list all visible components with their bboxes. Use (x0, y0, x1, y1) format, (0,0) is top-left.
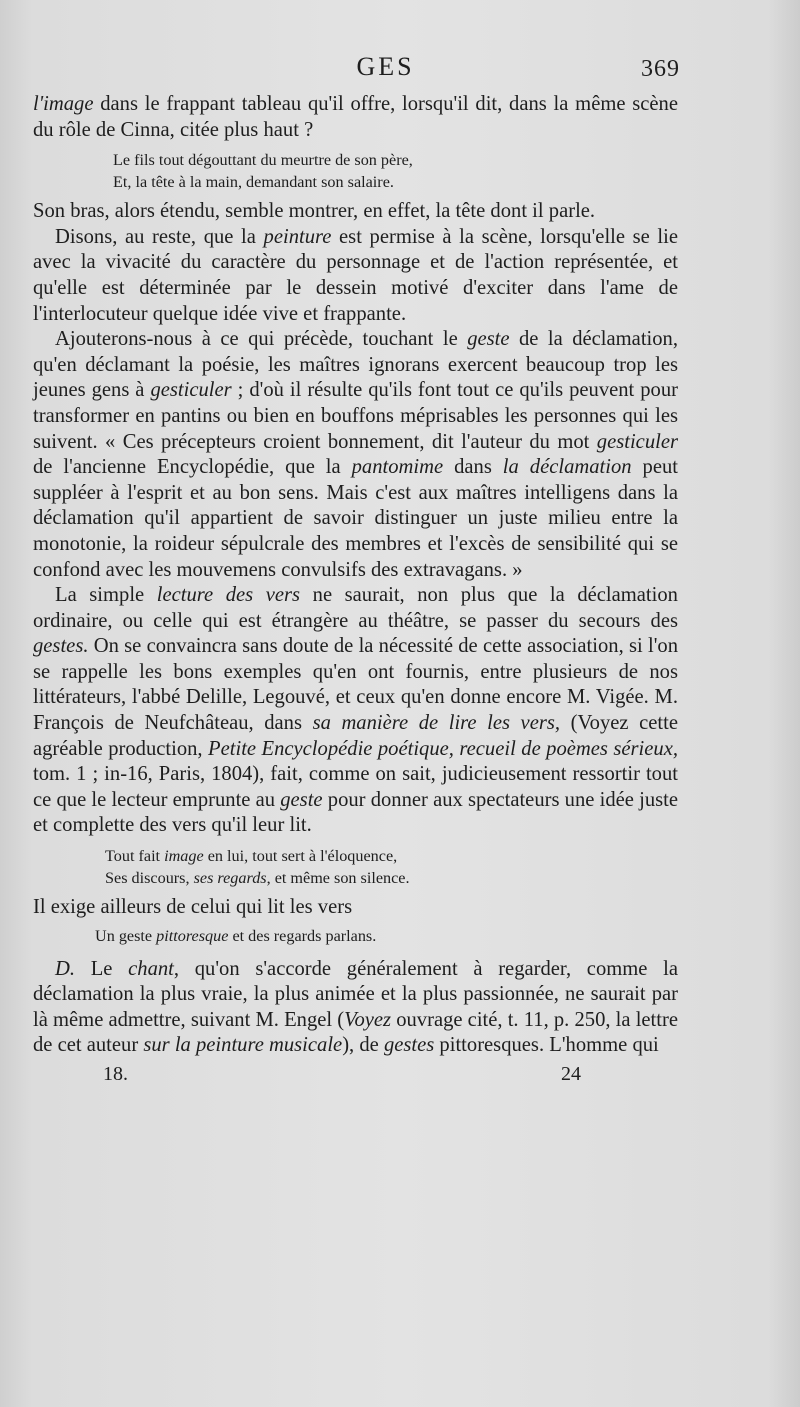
paragraph-text: tom. 1 ; in-16, Paris, 1804), fait, comme on sait, judicieusement ressortir tout ce que le lecteur emprunte au (33, 763, 678, 811)
paragraph-text: Il exige ailleurs de celui qui lit les vers (33, 896, 353, 919)
signature-mark: 18. (103, 1063, 128, 1085)
italic-term: sa manière de lire les vers, (312, 712, 561, 735)
italic-term: image (164, 847, 204, 866)
paragraph-4 (33, 327, 678, 583)
italic-term: ses regards (193, 869, 267, 888)
paragraph-text: Son bras, alors étendu, semble montrer, en effet, la tête dont il parle. (33, 200, 596, 223)
verse-text: Un geste (95, 926, 157, 945)
paragraph-text: peut suppléer à l'esprit et au bon sens. Mais c'est aux maîtres intelligens dans la déclamation qu'il appartient de savoir distinguer un juste milieu entre la monotonie, la roideur sépulcrale des membres et l'excès de sensibilité qui se confond avec les mouvemens convulsifs des extravagans. » (33, 456, 678, 581)
paragraph-text: dans le frappant tableau qu'il offre, lorsqu'il dit, dans la même scène du rôle de Cinna, citée plus haut ? (33, 93, 678, 141)
italic-term: gestes. (33, 635, 89, 658)
paragraph-text: Le (75, 957, 129, 980)
paragraph-text: ; d'où il résulte qu'ils font tout ce qu'ils peuvent pour transformer en pantins ou bien en bouffons méprisables les personnes qui les suivent. « Ces précepteurs croient bonnement, dit l'auteur du mot (33, 379, 678, 453)
verse-line: Et, la tête à la main, demandant son salaire. (113, 173, 394, 192)
paragraph-text: Disons, au reste, que la (55, 225, 264, 248)
verse-text: en lui, tout sert à l'éloquence, (203, 847, 398, 866)
paragraph-2 (33, 199, 678, 225)
italic-term: gesticuler (150, 379, 232, 402)
verse-quote-1 (113, 149, 678, 193)
page-number: 369 (641, 56, 680, 82)
italic-term: pantomime (351, 456, 444, 479)
paragraph-7 (33, 957, 678, 1059)
paragraph-text: dans (443, 456, 503, 479)
paragraph-text: de l'ancienne Encyclopédie, que la (33, 456, 352, 479)
paragraph-text: ), de (342, 1034, 384, 1057)
paragraph-6 (33, 895, 678, 921)
paragraph-text: On se convaincra sans doute de la nécessité de cette association, si l'on se rappelle les bons exemples qu'en ont fournis, entre plusieurs de nos littérateurs, l'abbé Delille, Legouvé, et ceux qu'en donne encore M. Vigée. M. François de Neufchâteau, dans (33, 635, 678, 735)
italic-term: geste (467, 328, 510, 351)
italic-term: peinture (263, 225, 332, 248)
gathering-mark: 24 (561, 1063, 581, 1085)
page-footer (33, 1063, 678, 1093)
paragraph-text: ouvrage cité, t. 11, p. 250, la lettre de cet auteur (33, 1008, 678, 1057)
italic-term: chant (128, 957, 174, 980)
verse-text: Ses discours, (105, 869, 194, 888)
paragraph-1 (33, 92, 678, 143)
paragraph-5 (33, 583, 678, 839)
page-header (33, 52, 678, 92)
italic-term: sur la peinture musicale (143, 1034, 343, 1057)
verse-line (105, 867, 678, 889)
italic-term: D. (55, 957, 76, 980)
verse-text: Tout fait (105, 847, 165, 866)
paragraph-text: pittoresques. L'homme qui (434, 1034, 659, 1057)
italic-term: pittoresque (156, 926, 229, 945)
italic-term: la déclamation (502, 456, 632, 479)
italic-term: lecture des vers (156, 584, 301, 607)
verse-text: , et même son silence. (266, 869, 410, 888)
italic-term: Petite Encyclopédie poétique, recueil de poèmes sérieux, (208, 737, 678, 760)
paragraph-text: de la déclamation, qu'en déclamant la poésie, les maîtres ignorans exercent beaucoup trop les jeunes gens à (33, 328, 679, 402)
paragraph-text: est permise à la scène, lorsqu'elle se lie avec la vivacité du caractère du personnage et de l'action représentée, et qu'elle est déterminée par le dessein motivé d'exciter dans l'ame de l'interlocuteur quelque idée vive et frappante. (33, 225, 679, 325)
paragraph-text: Ajouterons-nous à ce qui précède, touchant le (55, 328, 468, 351)
verse-text: et des regards parlans. (228, 926, 377, 945)
paragraph-text: ne saurait, non plus que la déclamation ordinaire, ou celle qui est étrangère au théâtre, se passer du secours des (33, 584, 678, 632)
paragraph-text: La simple (55, 584, 157, 607)
italic-term: geste (280, 788, 323, 811)
verse-line: Le fils tout dégouttant du meurtre de son père, (113, 151, 413, 170)
italic-term: gestes (383, 1034, 435, 1057)
running-head: GES (356, 52, 415, 81)
italic-term: gesticuler (596, 430, 678, 453)
paragraph-text: , qu'on s'accorde généralement à regarder, comme la déclamation la plus vraie, la plus animée et la plus passionnée, ne saurait par là même admettre, suivant M. Engel ( (33, 957, 678, 1031)
verse-line (105, 845, 678, 867)
italic-term: Voyez (344, 1008, 392, 1031)
verse-quote-2 (105, 845, 678, 889)
paragraph-text: pour donner aux spectateurs une idée juste et complette des vers qu'il leur lit. (33, 788, 678, 837)
paragraph-text: (Voyez cette agréable production, (33, 712, 678, 760)
verse-quote-3 (95, 925, 678, 947)
paragraph-3 (33, 225, 678, 327)
italic-term: l'image (33, 93, 94, 115)
